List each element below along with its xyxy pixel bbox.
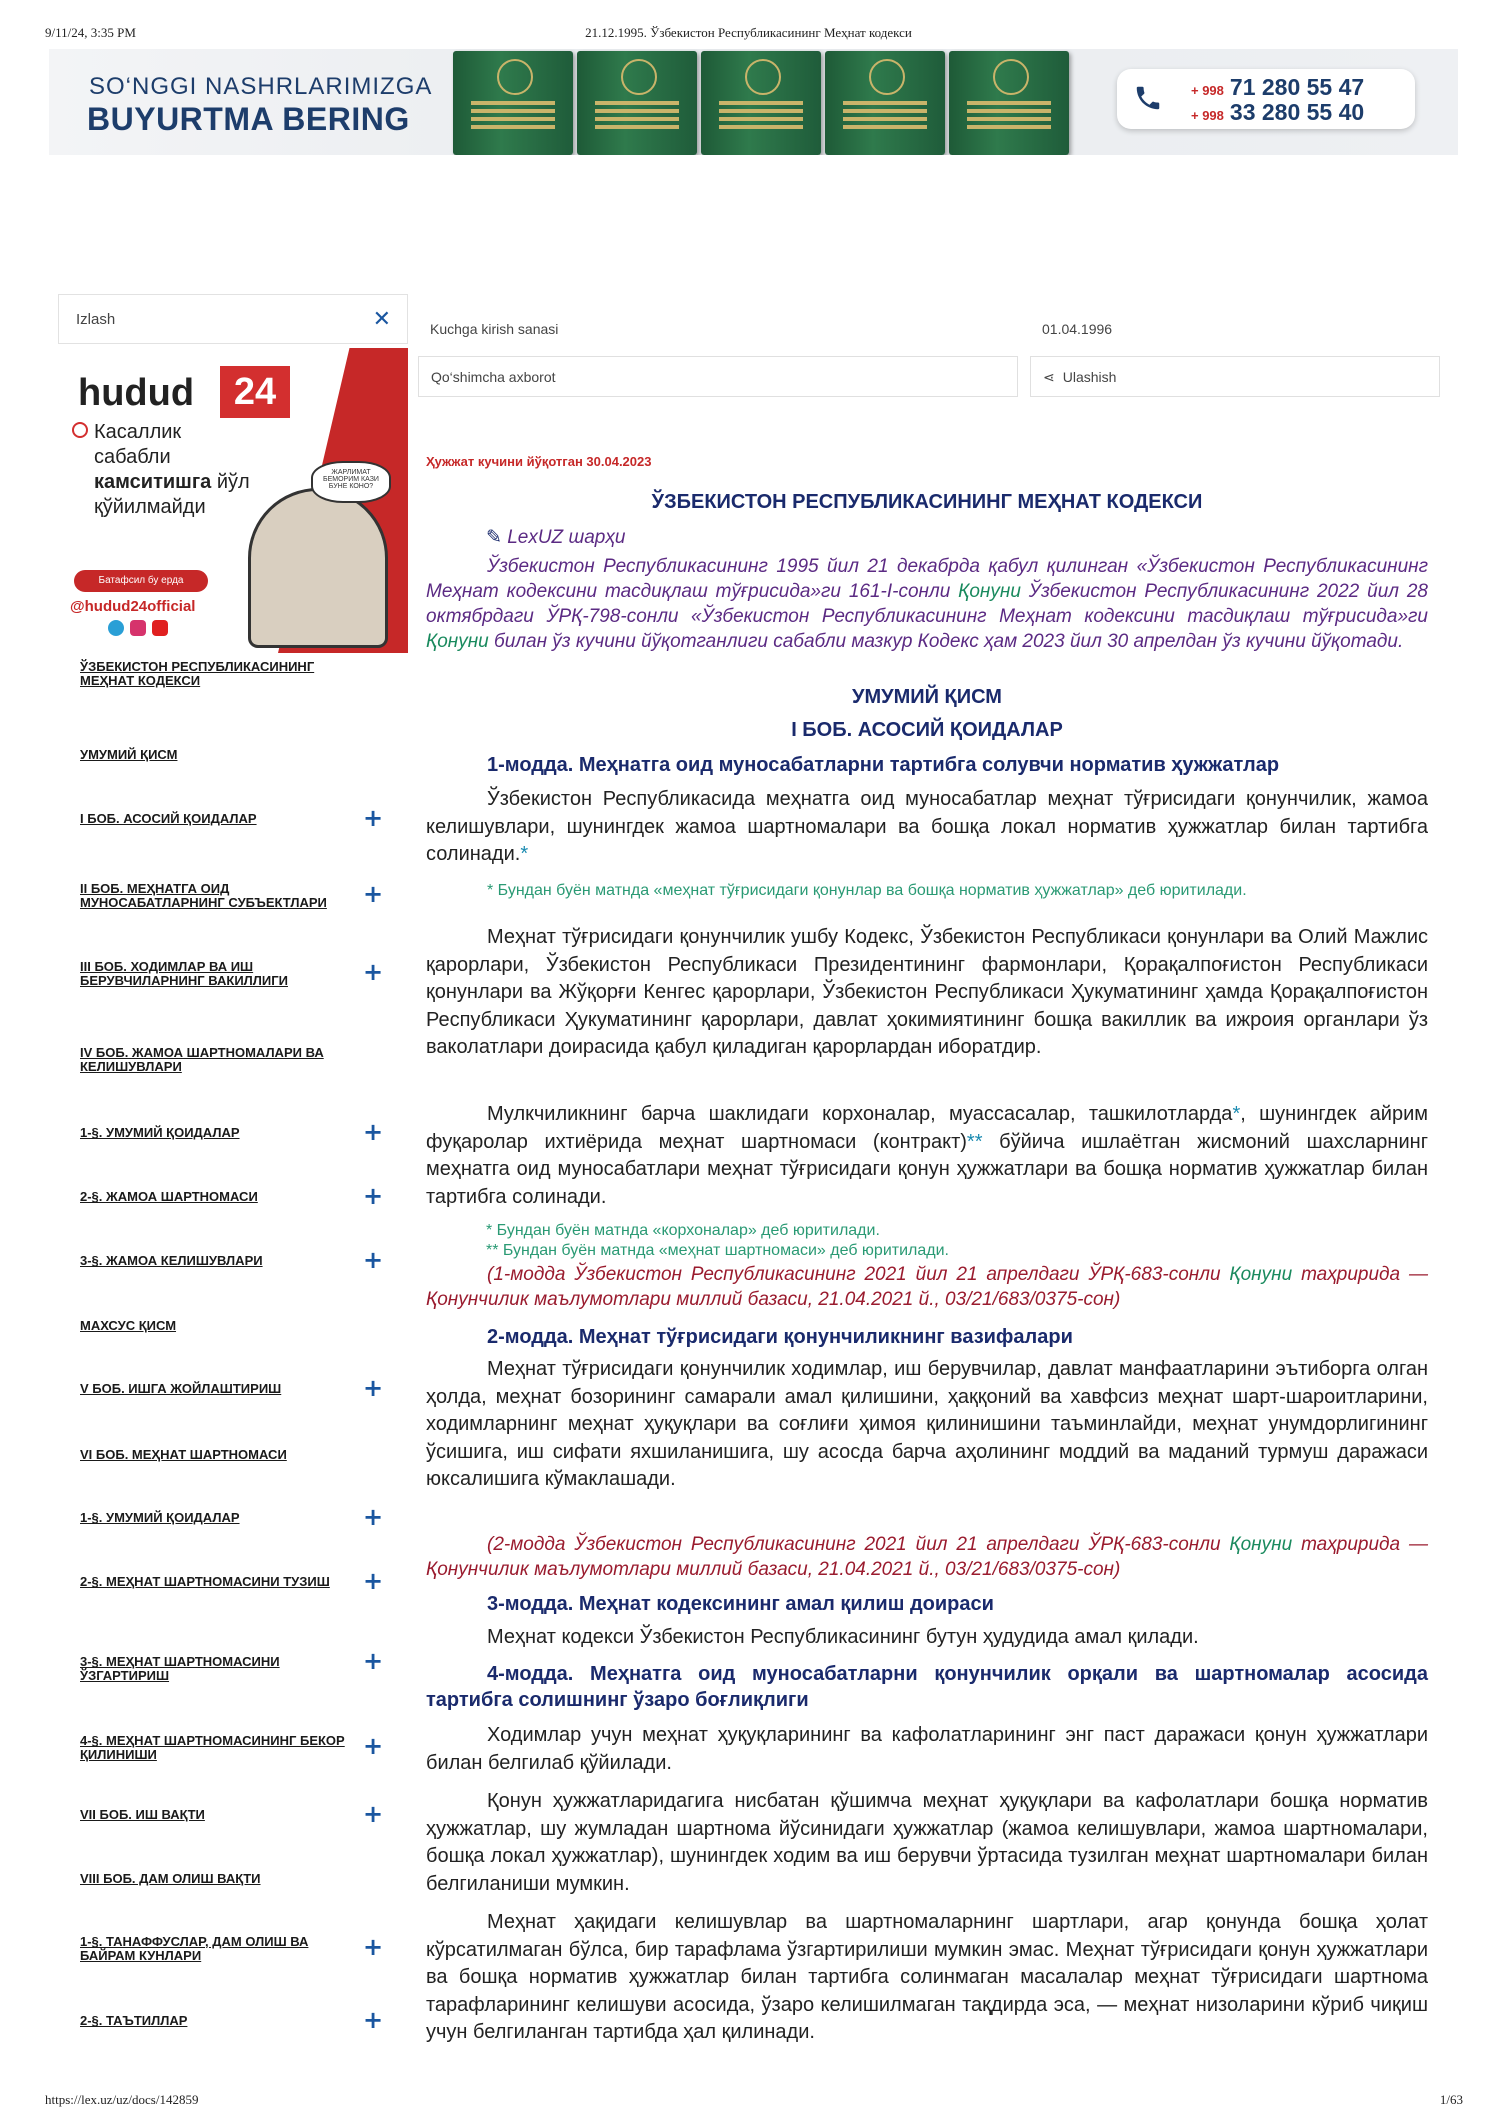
article-4-title: 4-модда. Меҳнатга оид муносабатларни қонунчилик орқали ва шартномалар асосида тартибга солишнинг ўзаро боғлиқлиги xyxy=(426,1663,1428,1711)
article-2-paragraph-1: Меҳнат тўғрисидаги қонунчилик ходимлар, иш берувчилар, давлат манфаатларини эътиборга олган ҳолда, меҳнат бозорининг самарали амал қилишини, ҳаққоний ва хавфсиз меҳнат шарт-шароитларини, ходимларнинг меҳнат ҳуқуқлари ва соғлиғи ҳимоя қилинишини таъминлайди, меҳнат унумдорлигининг ўсишига, иш сифати яхшиланишига, шу асосда барча аҳолининг моддий ва маданий турмуш даражаси юксалишига кўмаклашади. xyxy=(426,1358,1428,1490)
print-datetime: 9/11/24, 3:35 PM xyxy=(45,25,136,40)
ad-handle: @hudud24official xyxy=(70,598,196,615)
sidebar-search xyxy=(58,294,408,344)
expand-plus-icon[interactable]: + xyxy=(363,1567,384,1595)
article-1-paragraph-1: Ўзбекистон Республикасида меҳнатга оид муносабатлар меҳнат тўғрисидаги қонунчилик, жамоа келишувлари, шунингдек жамоа шартномалари ва бошқа локал норматив ҳужжатлар билан тартибга солинади.* xyxy=(426,788,1428,865)
toc-item-label[interactable]: VIII БОБ. ДАМ ОЛИШ ВАҚТИ xyxy=(80,1871,261,1886)
expand-plus-icon[interactable]: + xyxy=(363,1933,384,1961)
instagram-icon xyxy=(130,620,146,636)
additional-info-button[interactable]: Qo‘shimcha axborot xyxy=(418,356,1018,397)
ad-headline: Касаллик сабабли камситишга йўл қўйилмайди xyxy=(94,420,274,520)
article-3-paragraph-1: Меҳнат кодекси Ўзбекистон Республикасининг бутун ҳудудида амал қилади. xyxy=(487,1626,1199,1648)
commentary-link[interactable]: ✎ LexUZ шарҳи xyxy=(486,527,626,548)
search-input[interactable] xyxy=(59,295,359,343)
print-header xyxy=(0,25,1497,45)
toc-item-label[interactable]: V БОБ. ИШГА ЖОЙЛАШТИРИШ xyxy=(80,1381,282,1396)
expand-plus-icon[interactable]: + xyxy=(363,1503,384,1531)
phone-number-2[interactable]: + 998 33 280 55 40 xyxy=(1191,99,1365,125)
toc-item-label[interactable]: 2-§. МЕҲНАТ ШАРТНОМАСИНИ ТУЗИШ xyxy=(80,1574,330,1589)
toc-item-label[interactable]: ЎЗБЕКИСТОН РЕСПУБЛИКАСИНИНГ МЕҲНАТ КОДЕКСИ xyxy=(80,659,315,688)
article-2-amendment: (2-модда Ўзбекистон Республикасининг 2021 йил 21 апрелдаги ЎРҚ-683-сонли Қонуни таҳририда — Қонунчилик маълумотлари миллий базаси, 21.04.2021 й., 03/21/683/0375-сон) xyxy=(426,1534,1428,1580)
toc-item-label[interactable]: VII БОБ. ИШ ВАҚТИ xyxy=(80,1807,205,1822)
invalidation-note: Ўзбекистон Республикасининг 1995 йил 21 декабрда қабул қилинган «Ўзбекистон Республикасининг Меҳнат кодексини тасдиқлаш тўғрисида»ги 161-I-сонли Қонуни Ўзбекистон Республикасининг 2022 йил 28 октябрдаги ЎРҚ-798-сонли «Ўзбекистон Республикасининг Меҳнат кодексини тасдиқлаш тўғрисида»ги Қонуни билан ўз кучини йўқотганлиги сабабли мазкур Кодекс ҳам 2023 йил 30 апрелдан ўз кучини йўқотади. xyxy=(426,556,1428,652)
expand-plus-icon[interactable]: + xyxy=(363,1800,384,1828)
edit-icon: ✎ xyxy=(486,527,502,548)
banner-line2: BUYURTMA BERING xyxy=(87,101,410,137)
toc-item-label[interactable]: 2-§. ЖАМОА ШАРТНОМАСИ xyxy=(80,1189,258,1204)
amendment-law-link-1[interactable]: Қонуни xyxy=(1229,1264,1293,1285)
youtube-icon xyxy=(152,620,168,636)
part-heading: УМУМИЙ ҚИСМ xyxy=(852,686,1002,708)
amendment-law-link-2[interactable]: Қонуни xyxy=(1229,1534,1293,1555)
toc-item-label[interactable]: 3-§. МЕҲНАТ ШАРТНОМАСИНИ ЎЗГАРТИРИШ xyxy=(80,1654,280,1683)
expand-plus-icon[interactable]: + xyxy=(363,880,384,908)
article-1-footnote-2: * Бундан буён матнда «корхоналар» деб юритилади. xyxy=(486,1222,880,1239)
toc-item-label[interactable]: 1-§. УМУМИЙ ҚОИДАЛАР xyxy=(80,1125,240,1140)
phone-number-1[interactable]: + 998 71 280 55 47 xyxy=(1191,74,1365,100)
toc-item-label[interactable]: 1-§. УМУМИЙ ҚОИДАЛАР xyxy=(80,1510,240,1525)
toc-item-label[interactable]: IV БОБ. ЖАМОА ШАРТНОМАЛАРИ ВА КЕЛИШУВЛАРИ xyxy=(80,1045,324,1074)
book-image xyxy=(453,51,573,155)
document-title: ЎЗБЕКИСТОН РЕСПУБЛИКАСИНИНГ МЕҲНАТ КОДЕКСИ xyxy=(651,491,1203,513)
expand-plus-icon[interactable]: + xyxy=(363,958,384,986)
print-title: 21.12.1995. Ўзбекистон Республикасининг Меҳнат кодекси xyxy=(585,25,912,40)
article-3-title: 3-модда. Меҳнат кодексининг амал қилиш доираси xyxy=(487,1593,994,1615)
article-4-paragraph-2: Қонун ҳужжатларидагига нисбатан қўшимча меҳнат ҳуқуқлари ва кафолатлари бошқа норматив ҳужжатлар, шу жумладан шартнома йўсинидаги ҳужжатлар (жамоа келишувлари, жамоа шартномалари, бошқа локал ҳужжатлар), шунингдек ходим ва иш берувчи ўртасида тузилган меҳнат шартномалари билан белгиланиши мумкин. xyxy=(426,1790,1428,1895)
check-icon xyxy=(72,422,88,438)
toc-item-label[interactable]: 2-§. ТАЪТИЛЛАР xyxy=(80,2013,188,2028)
expand-plus-icon[interactable]: + xyxy=(363,1647,384,1675)
document-status: Ҳужжат кучини йўқотган 30.04.2023 xyxy=(426,454,652,469)
expand-plus-icon[interactable]: + xyxy=(363,1374,384,1402)
article-1-amendment: (1-модда Ўзбекистон Республикасининг 2021 йил 21 апрелдаги ЎРҚ-683-сонли Қонуни таҳририда — Қонунчилик маълумотлари миллий базаси, 21.04.2021 й., 03/21/683/0375-сон) xyxy=(426,1264,1428,1310)
share-button[interactable]: ⋖ Ulashish xyxy=(1030,356,1440,397)
article-4-paragraph-3: Меҳнат ҳақидаги келишувлар ва шартномаларнинг шартлари, агар қонунда бошқа ҳолат кўрсатилмаган бўлса, бир тарафлама ўзгартирилиши мумкин эмас. Меҳнат тўғрисидаги қонун ҳужжатлари ва бошқа норматив ҳужжатлар билан тартибга солинмаган масалалар меҳнат тўғрисидаги шартнома тарафларининг келишуви асосида, ўзаро келишилмаган тақдирда эса, — меҳнат низоларини кўриб чиқиш учун белгиланган тартибда ҳал қилинади. xyxy=(426,1911,1428,2043)
article-1-footnote-1: * Бундан буён матнда «меҳнат тўғрисидаги қонунлар ва бошқа норматив ҳужжатлар» деб юритилади. xyxy=(487,882,1247,899)
toc-item-label[interactable]: 3-§. ЖАМОА КЕЛИШУВЛАРИ xyxy=(80,1253,263,1268)
effective-date-label: Kuchga kirish sanasi xyxy=(430,321,559,337)
book-image xyxy=(949,51,1069,155)
promo-banner[interactable] xyxy=(49,49,1458,155)
ad-illustration xyxy=(248,469,388,648)
article-1-paragraph-2: Меҳнат тўғрисидаги қонунчилик ушбу Кодекс, Ўзбекистон Республикаси қонунлари ва Олий Мажлис қарорлари, Ўзбекистон Республикаси Президентининг фармонлари, Қорақалпоғистон Республикаси қонунлари ва Жўқорғи Кенгес қарорлари, Ўзбекистон Республикаси Ҳукуматининг ҳамда Қорақалпоғистон Республикаси Ҳукуматининг қарорлари, давлат ҳокимиятининг бошқа вакиллик ва ижроия органлари ўз ваколатлари доирасида қабул қиладиган қарорлардан иборатдир. xyxy=(426,926,1428,1058)
print-footer xyxy=(0,2092,1497,2112)
expand-plus-icon[interactable]: + xyxy=(363,1732,384,1760)
effective-date-value: 01.04.1996 xyxy=(1042,321,1113,337)
article-1-footnote-3: ** Бундан буён матнда «меҳнат шартномаси» деб юритилади. xyxy=(486,1242,949,1259)
telegram-icon xyxy=(108,620,124,636)
toc-item-label[interactable]: МАХСУС ҚИСМ xyxy=(80,1318,177,1333)
toc-item-label[interactable]: 1-§. ТАНАФФУСЛАР, ДАМ ОЛИШ ВА БАЙРАМ КУНЛАРИ xyxy=(80,1934,309,1963)
sidebar-ad[interactable] xyxy=(58,348,408,653)
article-1-title: 1-модда. Меҳнатга оид муносабатларни тартибга солувчи норматив ҳужжатлар xyxy=(487,754,1280,776)
phone-icon xyxy=(1133,83,1163,120)
toc-item-label[interactable]: VI БОБ. МЕҲНАТ ШАРТНОМАСИ xyxy=(80,1447,287,1462)
toc-item-label[interactable]: I БОБ. АСОСИЙ ҚОИДАЛАР xyxy=(80,811,257,826)
toc-item-label[interactable]: III БОБ. ХОДИМЛАР ВА ИШ БЕРУВЧИЛАРНИНГ ВАКИЛЛИГИ xyxy=(80,959,288,988)
book-image xyxy=(701,51,821,155)
expand-plus-icon[interactable]: + xyxy=(363,1246,384,1274)
toc-item-label[interactable]: II БОБ. МЕҲНАТГА ОИД МУНОСАБАТЛАРНИНГ СУБЪЕКТЛАРИ xyxy=(80,881,327,910)
info-row-effective xyxy=(418,309,1440,350)
print-page-number: 1/63 xyxy=(1439,2092,1463,2107)
ad-social-icons xyxy=(108,620,170,640)
ad-speech-bubble: ЖАРЛИМАТ БЕМОРИМ КАЗИ БУНЕ КОНО? xyxy=(311,461,391,503)
law-link-1[interactable]: Қонуни xyxy=(958,581,1021,602)
ad-more-button[interactable]: Батафсил бу ерда xyxy=(74,570,208,592)
ad-logo-badge: 24 xyxy=(220,366,290,418)
article-1-paragraph-3: Мулкчиликнинг барча шаклидаги корхоналар, муассасалар, ташкилотларда*, шунингдек айрим фуқаролар ихтиёрида меҳнат шартномаси (контракт)** бўйича ишлаётган жисмоний шахсларнинг меҳнатга оид муносабатлари меҳнат тўғрисидаги қонун ҳужжатлари ва бошқа норматив ҳужжатлар билан тартибга солинади. xyxy=(426,1103,1428,1208)
banner-line1: SO‘NGGI NASHRLARIMIZGA xyxy=(89,73,433,100)
ad-logo: hudud xyxy=(78,372,195,414)
toc-item-label[interactable]: 4-§. МЕҲНАТ ШАРТНОМАСИНИНГ БЕКОР ҚИЛИНИШИ xyxy=(80,1733,345,1762)
chapter-heading: I БОБ. АСОСИЙ ҚОИДАЛАР xyxy=(791,719,1063,741)
expand-plus-icon[interactable]: + xyxy=(363,2006,384,2034)
law-link-2[interactable]: Қонуни xyxy=(426,631,489,652)
close-icon[interactable]: ✕ xyxy=(372,307,391,332)
article-4-paragraph-1: Ходимлар учун меҳнат ҳуқуқларининг ва кафолатларининг энг паст даражаси қонун ҳужжатлари билан белгилаб қўйилади. xyxy=(426,1724,1428,1774)
expand-plus-icon[interactable]: + xyxy=(363,1118,384,1146)
article-2-title: 2-модда. Меҳнат тўғрисидаги қонунчиликнинг вазифалари xyxy=(487,1326,1073,1348)
share-icon: ⋖ xyxy=(1043,369,1055,385)
phone-box[interactable] xyxy=(1117,69,1415,129)
book-image xyxy=(577,51,697,155)
expand-plus-icon[interactable]: + xyxy=(363,804,384,832)
expand-plus-icon[interactable]: + xyxy=(363,1182,384,1210)
print-url: https://lex.uz/uz/docs/142859 xyxy=(45,2092,199,2107)
book-image xyxy=(825,51,945,155)
toc-item-label[interactable]: УМУМИЙ ҚИСМ xyxy=(80,747,178,762)
